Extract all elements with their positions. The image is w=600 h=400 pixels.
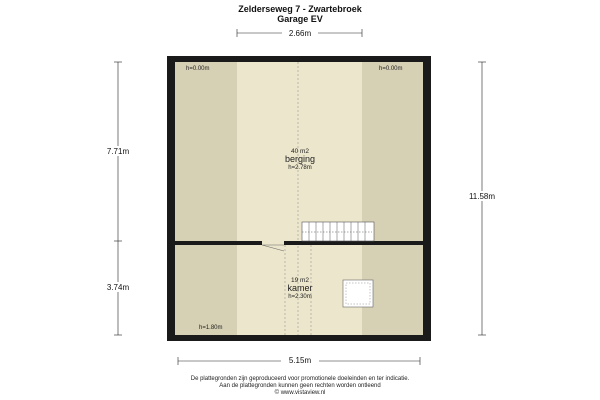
berging-area: 40 m2 [290,148,310,155]
plan-address: Zelderseweg 7 - Zwartebroek [238,4,362,14]
skylight [343,280,373,307]
berging-height: h=2.78m [288,165,312,171]
kamer-name: kamer [287,283,313,293]
dimension-left-upper-label: 7.71m [106,147,130,156]
disclaimer-copyright: © www.vistaview.nl [274,390,326,396]
dimension-left [100,62,136,335]
berging-name: berging [284,154,316,164]
plan-floor-name: Garage EV [277,14,323,24]
kamer-height: h=2.30m [288,294,312,300]
dimension-left-lower-label: 3.74m [106,283,130,292]
disclaimer-line-1: De plattegronden zijn geproduceerd voor promotionele doeleinden en ter indicatie. [190,376,410,382]
disclaimer-line-2: Aan de plattegronden kunnen geen rechten worden ontleend [219,383,381,389]
height-top-left: h=0.00m [186,66,210,72]
dimension-right [462,62,504,335]
dimension-top-label: 2.66m [288,29,312,38]
dimension-right-label: 11.58m [468,192,496,201]
height-bottom-left: h=1.80m [199,325,223,331]
dimension-bottom-label: 5.15m [288,356,312,365]
dimension-bottom [178,355,420,365]
kamer-area: 19 m2 [290,277,310,284]
staircase [302,222,374,241]
dimension-top [237,29,362,38]
height-top-right: h=0.00m [379,66,403,72]
divider-wall [175,241,423,245]
